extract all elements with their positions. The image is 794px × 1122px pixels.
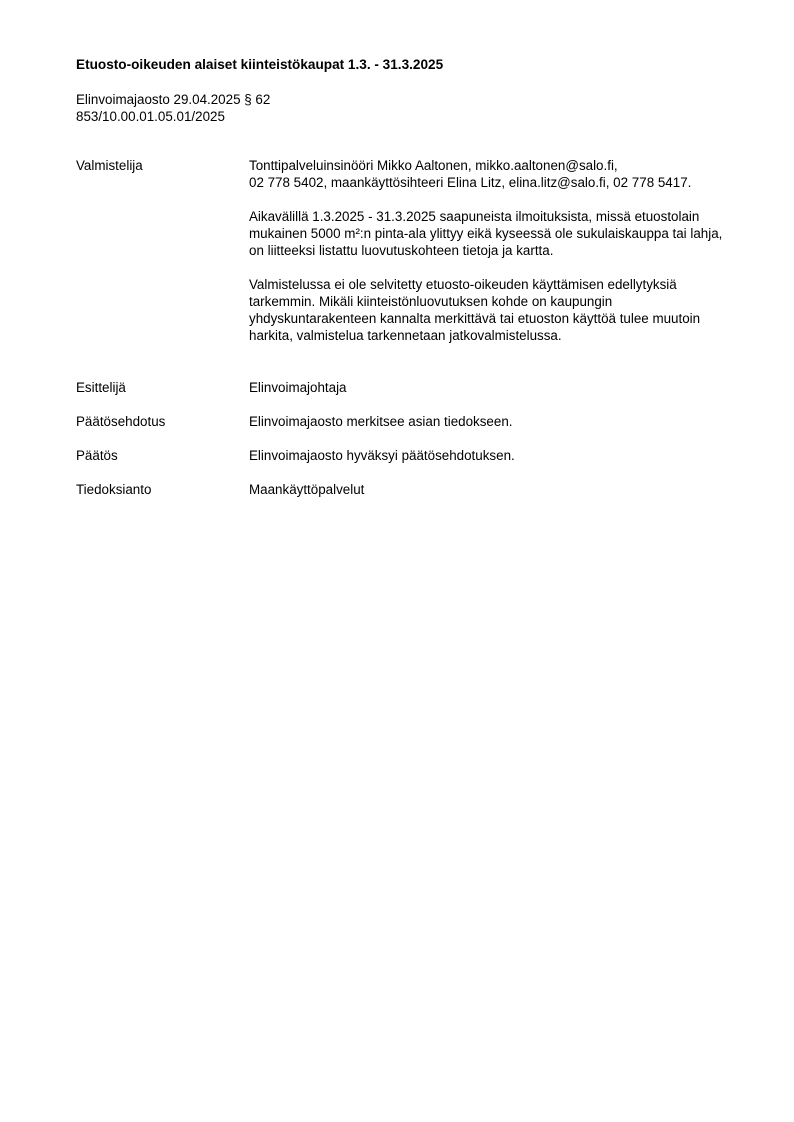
preparers-line-2: 02 778 5402, maankäyttösihteeri Elina Litz, elina.litz@salo.fi, 02 778 5417. (249, 175, 692, 190)
content-valmistelija (249, 157, 737, 344)
label-paatos: Päätös (76, 448, 118, 463)
preparers-line-1: Tonttipalveluinsinööri Mikko Aaltonen, mikko.aaltonen@salo.fi, (249, 158, 618, 173)
document-meta (76, 91, 270, 125)
row-tiedoksianto (76, 481, 746, 498)
label-tiedoksianto: Tiedoksianto (76, 482, 152, 497)
value-paatosehdotus: Elinvoimajaosto merkitsee asian tiedokseen. (249, 414, 513, 429)
row-valmistelija (76, 157, 746, 344)
row-paatos (76, 447, 746, 464)
row-esittelija (76, 379, 746, 396)
value-tiedoksianto: Maankäyttöpalvelut (249, 482, 365, 497)
label-valmistelija: Valmistelija (76, 158, 143, 173)
meeting-line: Elinvoimajaosto 29.04.2025 § 62 (76, 92, 271, 107)
label-paatosehdotus: Päätösehdotus (76, 414, 166, 429)
preparers-paragraph (249, 157, 737, 191)
record-number: 853/10.00.01.05.01/2025 (76, 109, 225, 124)
notice-paragraph: Aikavälillä 1.3.2025 - 31.3.2025 saapuneista ilmoituksista, missä etuostolain mukainen 5000 m²:n pinta-ala ylittyy eikä kyseessä ole sukulaiskauppa tai lahja, on liitteeksi listattu luovutuskohteen tietoja ja kartta. (249, 209, 723, 258)
document-title: Etuosto-oikeuden alaiset kiinteistökaupat 1.3. - 31.3.2025 (76, 57, 444, 72)
value-esittelija: Elinvoimajohtaja (249, 380, 347, 395)
value-paatos: Elinvoimajaosto hyväksyi päätösehdotuksen. (249, 448, 515, 463)
label-esittelija: Esittelijä (76, 380, 126, 395)
preparation-paragraph: Valmistelussa ei ole selvitetty etuosto-oikeuden käyttämisen edellytyksiä tarkemmin. Mikäli kiinteistönluovutuksen kohde on kaupungin yhdyskuntarakenteen kannalta merkittävä tai etuoston käyttöä tulee muutoin harkita, valmistelua tarkennetaan jatkovalmistelussa. (249, 277, 701, 343)
document-body (76, 157, 746, 498)
row-paatosehdotus (76, 413, 746, 430)
